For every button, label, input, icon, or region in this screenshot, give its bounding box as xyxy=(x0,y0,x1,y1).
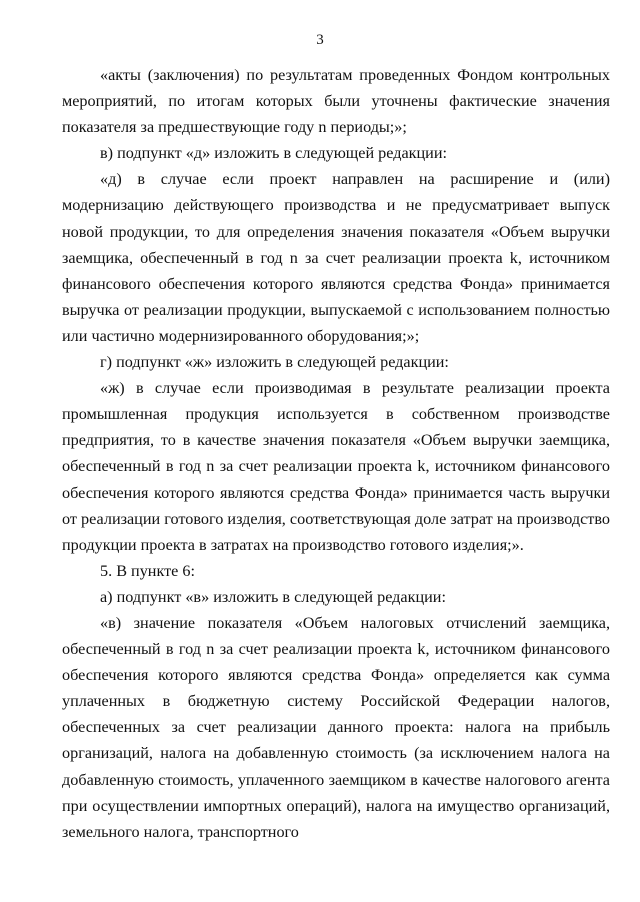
paragraph-subpoint-v-intro: в) подпункт «д» изложить в следующей редакции: xyxy=(100,144,447,163)
page-number: 3 xyxy=(316,32,324,48)
paragraph-subpoint-d: «д) в случае если проект направлен на расширение и (или) модернизацию действующего производства и не предусматривает выпуск новой продукции, то для определения значения показателя «Объем выручки заемщика, обеспеченный в год n за счет реализации проекта k, источником финансового обеспечения которого являются средства Фонда» принимается выручка от реализации продукции, выпускаемой с использованием полностью или частично модернизированного оборудования;»; xyxy=(62,170,610,345)
paragraph-subpoint-v-tax: «в) значение показателя «Объем налоговых отчислений заемщика, обеспеченный в год n за счет реализации проекта k, источником финансового обеспечения которого являются средства Фонда» определяется как сумма уплаченных в бюджетную систему Российской Федерации налогов, обеспеченных за счет реализации данного проекта: налога на прибыль организаций, налога на добавленную стоимость (за исключением налога на добавленную стоимость, уплаченного заемщиком в качестве налогового агента при осуществлении импортных операций), налога на имущество организаций, земельного налога, транспортного xyxy=(62,613,610,841)
paragraph-subpoint-a-intro: а) подпункт «в» изложить в следующей редакции: xyxy=(100,587,446,606)
paragraph-subpoint-zh: «ж) в случае если производимая в результате реализации проекта промышленная продукция используется в собственном производстве предприятия, то в качестве значения показателя «Объем выручки заемщика, обеспеченный в год n за счет реализации проекта k, источником финансового обеспечения которого являются средства Фонда» принимается часть выручки от реализации готового изделия, соответствующая доле затрат на производство продукции проекта в затратах на производство готового изделия;». xyxy=(62,379,610,554)
paragraph-point-5: 5. В пункте 6: xyxy=(100,561,195,580)
paragraph-acts: «акты (заключения) по результатам проведенных Фондом контрольных мероприятий, по итогам которых были уточнены фактические значения показателя за предшествующие году n периоды;»; xyxy=(62,66,610,137)
paragraph-subpoint-g-intro: г) подпункт «ж» изложить в следующей редакции: xyxy=(100,353,449,372)
document-body xyxy=(62,62,610,845)
